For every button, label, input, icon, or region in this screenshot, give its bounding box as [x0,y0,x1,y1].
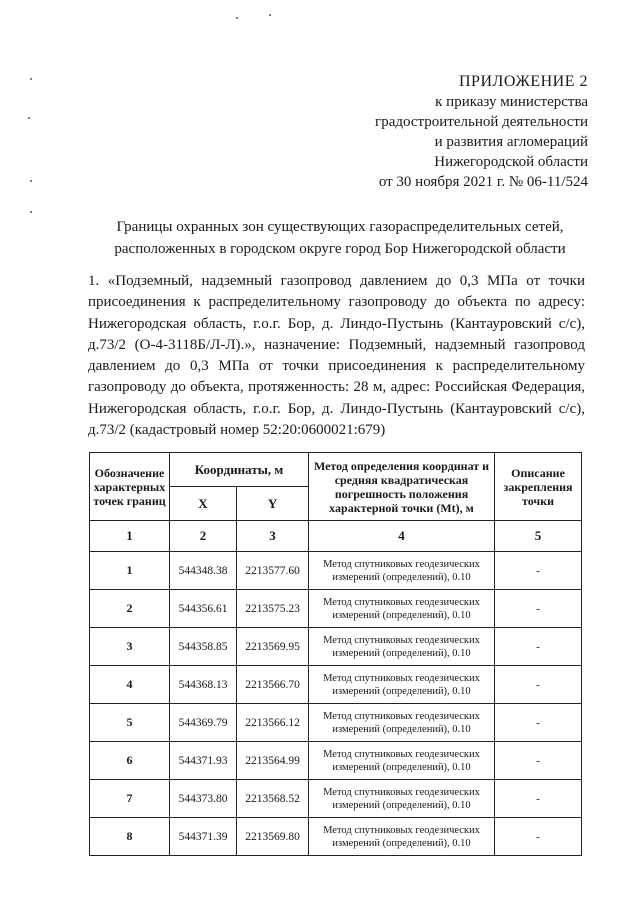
column-number: 4 [309,521,495,552]
column-number: 3 [237,521,309,552]
scan-speck [269,14,271,16]
coord-x: 544369.79 [170,704,237,742]
table-row [90,552,582,590]
header-y: Y [237,487,309,521]
header-line: Нижегородской области [434,154,588,170]
title-line: расположенных в городском округе город Бор Нижегородской области [114,241,566,257]
coord-x: 544356.61 [170,590,237,628]
table-row [90,628,582,666]
scan-speck [30,180,32,182]
point-id: 3 [90,628,170,666]
description-cell: - [495,666,582,704]
method-cell: Метод спутниковых геодезических измерений (определений), 0.10 [309,704,495,742]
point-id: 8 [90,818,170,856]
description-cell: - [495,742,582,780]
method-cell: Метод спутниковых геодезических измерений (определений), 0.10 [309,742,495,780]
header-line: и развития агломераций [434,134,588,150]
point-id: 2 [90,590,170,628]
coordinates-table [89,452,582,856]
header-coordinates: Координаты, м [170,453,309,487]
header-line: градостроительной деятельности [375,114,588,130]
coord-y: 2213564.99 [237,742,309,780]
method-cell: Метод спутниковых геодезических измерений (определений), 0.10 [309,780,495,818]
header-point-designation: Обозначение характерных точек границ [90,453,170,521]
point-id: 1 [90,552,170,590]
method-cell: Метод спутниковых геодезических измерений (определений), 0.10 [309,552,495,590]
title-line: Границы охранных зон существующих газораспределительных сетей, [116,219,564,235]
header-x: X [170,487,237,521]
coord-x: 544371.93 [170,742,237,780]
table-row [90,780,582,818]
method-cell: Метод спутниковых геодезических измерений (определений), 0.10 [309,666,495,704]
coord-x: 544373.80 [170,780,237,818]
point-id: 5 [90,704,170,742]
object-description: 1. «Подземный, надземный газопровод давлением до 0,3 МПа от точки присоединения к распределительному газопроводу до объекта по адресу: Нижегородская область, г.о.г. Бор, д. Линдо-Пустынь (Кантауровский с/с), д.73/2 (О-4-3118Б/Л-Л).», назначение: Подземный, надземный газопровод давлением до 0,3 МПа от точки присоединения к распределительному газопроводу до объекта, протяженность: 28 м, адрес: Российская Федерация, Нижегородская область, г.о.г. Бор, д. Линдо-Пустынь (Кантауровский с/с), д.73/2 (кадастровый номер 52:20:0600021:679) [88,273,585,439]
method-cell: Метод спутниковых геодезических измерений (определений), 0.10 [309,628,495,666]
column-number: 1 [90,521,170,552]
appendix-title: ПРИЛОЖЕНИЕ 2 [458,73,588,90]
coord-y: 2213566.12 [237,704,309,742]
appendix-header [375,72,588,192]
description-cell: - [495,704,582,742]
description-cell: - [495,628,582,666]
description-cell: - [495,780,582,818]
description-cell: - [495,818,582,856]
description-cell: - [495,552,582,590]
scan-speck [28,117,30,119]
scan-speck [30,78,32,80]
table-row [90,666,582,704]
point-id: 4 [90,666,170,704]
coord-y: 2213577.60 [237,552,309,590]
table-row [90,704,582,742]
column-number-row [90,521,582,552]
method-cell: Метод спутниковых геодезических измерений (определений), 0.10 [309,818,495,856]
coord-x: 544368.13 [170,666,237,704]
scan-speck [236,17,238,19]
coord-x: 544348.38 [170,552,237,590]
coord-x: 544358.85 [170,628,237,666]
coord-y: 2213575.23 [237,590,309,628]
coord-y: 2213569.95 [237,628,309,666]
header-line: от 30 ноября 2021 г. № 06-11/524 [378,174,588,190]
description-cell: - [495,590,582,628]
coord-x: 544371.39 [170,818,237,856]
point-id: 7 [90,780,170,818]
document-title [70,216,610,260]
column-number: 5 [495,521,582,552]
point-id: 6 [90,742,170,780]
column-number: 2 [170,521,237,552]
header-line: к приказу министерства [435,94,588,110]
header-method: Метод определения координат и средняя квадратическая погрешность положения характерной точки (Mt), м [309,453,495,521]
table-row [90,590,582,628]
coord-y: 2213568.52 [237,780,309,818]
header-description: Описание закрепления точки [495,453,582,521]
table-row [90,742,582,780]
coord-y: 2213569.80 [237,818,309,856]
scan-speck [30,211,32,213]
method-cell: Метод спутниковых геодезических измерений (определений), 0.10 [309,590,495,628]
table-row [90,818,582,856]
coord-y: 2213566.70 [237,666,309,704]
